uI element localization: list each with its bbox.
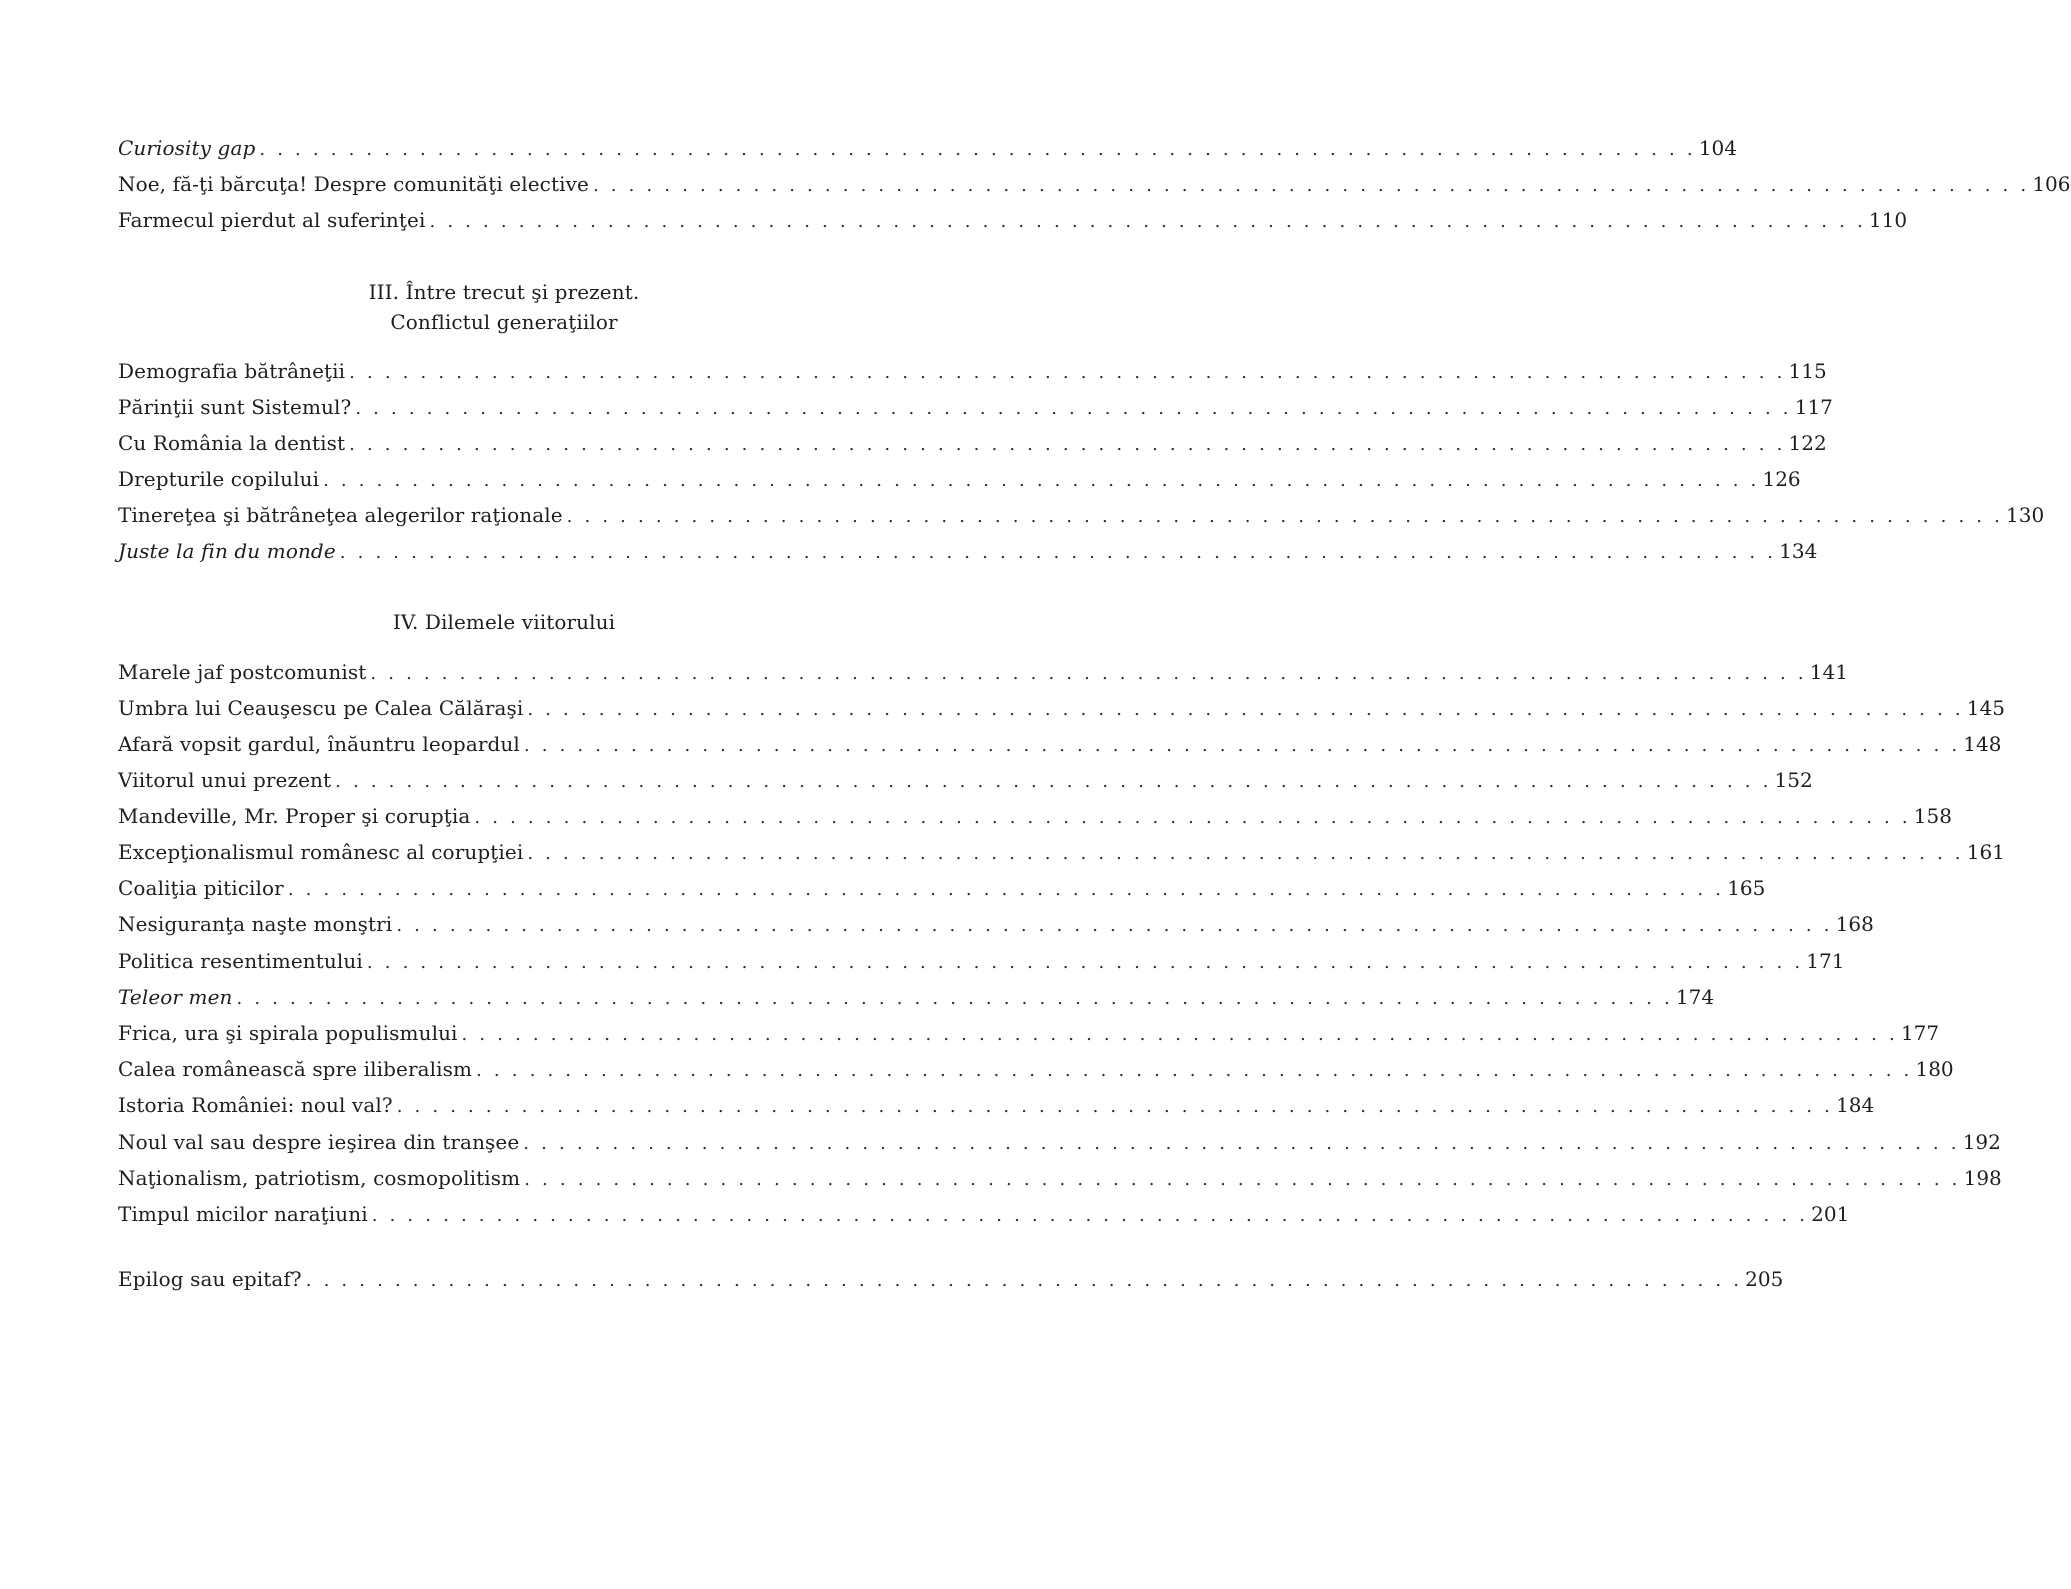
leader-dots: . . . . . . . . . . . . . . . . . . . . . . . . . . . . . . . . . . . . . . . . . . . . . . . . . . . . . . . . . . . . . . . . . . . . . . . . . . . . . . . . . xyxy=(592,175,2030,196)
toc-entry xyxy=(118,944,1845,978)
toc-entry-page: 174 xyxy=(1675,985,1715,1009)
leader-dots: . . . . . . . . . . . . . . . . . . . . . . . . . . . . . . . . . . . . . . . . . . . . . . . . . . . . . . . . . . . . . . . . . . . . . . . . . . . . . . . . . xyxy=(429,211,1866,232)
toc-entry-page: 205 xyxy=(1745,1267,1784,1291)
toc-entry xyxy=(118,131,1737,165)
toc-entry-page: 180 xyxy=(1915,1057,1954,1081)
toc-entry-page: 126 xyxy=(1762,467,1801,491)
toc-entry-title: Naţionalism, patriotism, cosmopolitism xyxy=(118,1166,521,1190)
toc-entry-page: 110 xyxy=(1868,208,1908,232)
toc-entry-title: Excepţionalismul românesc al corupţiei xyxy=(118,840,524,864)
toc-entry-page: 141 xyxy=(1809,660,1848,684)
toc-entry-title: Viitorul unui prezent xyxy=(118,768,332,792)
toc-entry-title: Tinereţea şi bătrâneţea alegerilor raţionale xyxy=(118,503,563,527)
leader-dots: . . . . . . . . . . . . . . . . . . . . . . . . . . . . . . . . . . . . . . . . . . . . . . . . . . . . . . . . . . . . . . . . . . . . . . . . . . . . . . . . . xyxy=(461,1024,1898,1045)
toc-entry-page: 201 xyxy=(1811,1202,1850,1226)
toc-entry xyxy=(118,907,1874,941)
toc-entry-title: Frica, ura şi spirala populismului xyxy=(118,1021,458,1045)
toc-entry-title: Nesiguranţa naşte monştri xyxy=(118,912,393,936)
toc-entry-page: 161 xyxy=(1966,840,2005,864)
toc-entry-title: Farmecul pierdut al suferinţei xyxy=(118,208,426,232)
toc-entry xyxy=(118,390,1833,424)
leader-dots: . . . . . . . . . . . . . . . . . . . . . . . . . . . . . . . . . . . . . . . . . . . . . . . . . . . . . . . . . . . . . . . . . . . . . . . . . . . . . . . . . xyxy=(349,434,1786,455)
leader-dots: . . . . . . . . . . . . . . . . . . . . . . . . . . . . . . . . . . . . . . . . . . . . . . . . . . . . . . . . . . . . . . . . . . . . . . . . . . . . . . . . . xyxy=(396,1096,1834,1117)
leader-dots: . . . . . . . . . . . . . . . . . . . . . . . . . . . . . . . . . . . . . . . . . . . . . . . . . . . . . . . . . . . . . . . . . . . . . . . . . . . . . . . . . xyxy=(366,952,1804,973)
toc-entry-page: 134 xyxy=(1779,539,1818,563)
toc-entry-title: Istoria României: noul val? xyxy=(118,1093,393,1117)
toc-entry xyxy=(118,1016,1940,1050)
leader-dots: . . . . . . . . . . . . . . . . . . . . . . . . . . . . . . . . . . . . . . . . . . . . . . . . . . . . . . . . . . . . . . . . . . . . . . . . . . . . . . . . . xyxy=(524,1169,1961,1190)
toc-entry-title: Coaliţia piticilor xyxy=(118,876,284,900)
toc-entry-page: 130 xyxy=(2006,503,2045,527)
toc-entry xyxy=(118,203,1908,237)
toc-entry-page: 168 xyxy=(1835,912,1874,936)
toc-entry xyxy=(118,498,2045,532)
leader-dots: . . . . . . . . . . . . . . . . . . . . . . . . . . . . . . . . . . . . . . . . . . . . . . . . . . . . . . . . . . . . . . . . . . . . . . . . . . . . . . . . . xyxy=(476,1060,1913,1081)
toc-entry-page: 106 xyxy=(2032,172,2071,196)
toc-entry xyxy=(118,980,1715,1014)
toc-entry xyxy=(118,1088,1875,1122)
leader-dots: . . . . . . . . . . . . . . . . . . . . . . . . . . . . . . . . . . . . . . . . . . . . . . . . . . . . . . . . . . . . . . . . . . . . . . . . . . . . . . . . . xyxy=(523,1133,1960,1154)
section-heading: IV. Dilemele viitorului xyxy=(392,610,616,634)
toc-entry-title: Timpul micilor naraţiuni xyxy=(118,1202,368,1226)
toc-entry xyxy=(118,871,1766,905)
toc-entry-page: 152 xyxy=(1774,768,1813,792)
toc-entry xyxy=(118,655,1848,689)
leader-dots: . . . . . . . . . . . . . . . . . . . . . . . . . . . . . . . . . . . . . . . . . . . . . . . . . . . . . . . . . . . . . . . . . . . . . . . . . . . . . . . . . xyxy=(355,398,1792,419)
leader-dots: . . . . . . . . . . . . . . . . . . . . . . . . . . . . . . . . . . . . . . . . . . . . . . . . . . . . . . . . . . . . . . . . . . . . . . . . . . . . . . . . . xyxy=(566,506,2004,527)
leader-dots: . . . . . . . . . . . . . . . . . . . . . . . . . . . . . . . . . . . . . . . . . . . . . . . . . . . . . . . . . . . . . . . . . . . . . . . . . . . . . . . . . xyxy=(259,139,1696,160)
toc-entry-page: 148 xyxy=(1963,732,2002,756)
toc-entry xyxy=(118,799,1952,833)
toc-entry xyxy=(118,727,2002,761)
toc-entry-title: Teleor men xyxy=(118,985,233,1009)
leader-dots: . . . . . . . . . . . . . . . . . . . . . . . . . . . . . . . . . . . . . . . . . . . . . . . . . . . . . . . . . . . . . . . . . . . . . . . . . . . . . . . . . xyxy=(339,542,1777,563)
toc-entry-title: Politica resentimentului xyxy=(118,949,363,973)
toc-entry-title: Afară vopsit gardul, înăuntru leopardul xyxy=(118,732,520,756)
toc-entry xyxy=(118,354,1827,388)
leader-dots: . . . . . . . . . . . . . . . . . . . . . . . . . . . . . . . . . . . . . . . . . . . . . . . . . . . . . . . . . . . . . . . . . . . . . . . . . . . . . . . . . xyxy=(236,988,1673,1009)
toc-entry-title: Curiosity gap xyxy=(118,136,256,160)
toc-entry-title: Marele jaf postcomunist xyxy=(118,660,367,684)
leader-dots: . . . . . . . . . . . . . . . . . . . . . . . . . . . . . . . . . . . . . . . . . . . . . . . . . . . . . . . . . . . . . . . . . . . . . . . . . . . . . . . . . xyxy=(349,362,1786,383)
toc-entry xyxy=(118,1052,1954,1086)
toc-entry-title: Noe, fă-ţi bărcuţa! Despre comunităţi elective xyxy=(118,172,589,196)
toc-entry xyxy=(118,534,1818,568)
leader-dots: . . . . . . . . . . . . . . . . . . . . . . . . . . . . . . . . . . . . . . . . . . . . . . . . . . . . . . . . . . . . . . . . . . . . . . . . . . . . . . . . . xyxy=(370,663,1807,684)
toc-entry-title: Mandeville, Mr. Proper şi corupţia xyxy=(118,804,471,828)
leader-dots: . . . . . . . . . . . . . . . . . . . . . . . . . . . . . . . . . . . . . . . . . . . . . . . . . . . . . . . . . . . . . . . . . . . . . . . . . . . . . . . . . xyxy=(527,699,1964,720)
toc-entry-title: Noul val sau despre ieşirea din tranşee xyxy=(118,1130,520,1154)
toc-entry xyxy=(118,763,1813,797)
toc-entry xyxy=(118,167,2071,201)
leader-dots: . . . . . . . . . . . . . . . . . . . . . . . . . . . . . . . . . . . . . . . . . . . . . . . . . . . . . . . . . . . . . . . . . . . . . . . . . . . . . . . . . xyxy=(523,735,1961,756)
leader-dots: . . . . . . . . . . . . . . . . . . . . . . . . . . . . . . . . . . . . . . . . . . . . . . . . . . . . . . . . . . . . . . . . . . . . . . . . . . . . . . . . . xyxy=(527,843,1964,864)
toc-entry xyxy=(118,1125,2001,1159)
section-subheading: Conflictul generaţiilor xyxy=(390,310,618,334)
toc-entry-title: Părinţii sunt Sistemul? xyxy=(118,395,352,419)
leader-dots: . . . . . . . . . . . . . . . . . . . . . . . . . . . . . . . . . . . . . . . . . . . . . . . . . . . . . . . . . . . . . . . . . . . . . . . . . . . . . . . . . xyxy=(396,915,1833,936)
toc-entry-page: 165 xyxy=(1727,876,1766,900)
toc-entry xyxy=(118,1197,1850,1231)
toc-entry-page: 198 xyxy=(1963,1166,2002,1190)
toc-entry xyxy=(118,426,1827,460)
toc-entry-epilog xyxy=(118,1262,1784,1296)
toc-entry-page: 117 xyxy=(1794,395,1833,419)
toc-entry-title: Epilog sau epitaf? xyxy=(118,1267,302,1291)
leader-dots: . . . . . . . . . . . . . . . . . . . . . . . . . . . . . . . . . . . . . . . . . . . . . . . . . . . . . . . . . . . . . . . . . . . . . . . . . . . . . . . . . xyxy=(305,1270,1743,1291)
toc-entry xyxy=(118,1161,2002,1195)
toc-entry-page: 192 xyxy=(1962,1130,2001,1154)
toc-entry xyxy=(118,462,1801,496)
toc-entry xyxy=(118,835,2005,869)
toc-entry-title: Cu România la dentist xyxy=(118,431,346,455)
leader-dots: . . . . . . . . . . . . . . . . . . . . . . . . . . . . . . . . . . . . . . . . . . . . . . . . . . . . . . . . . . . . . . . . . . . . . . . . . . . . . . . . . xyxy=(371,1205,1809,1226)
toc-entry-title: Calea românească spre iliberalism xyxy=(118,1057,473,1081)
toc-entry-page: 171 xyxy=(1806,949,1845,973)
toc-entry-title: Juste la fin du monde xyxy=(118,539,336,563)
toc-entry-page: 177 xyxy=(1900,1021,1940,1045)
toc-entry-title: Umbra lui Ceauşescu pe Calea Călăraşi xyxy=(118,696,524,720)
toc-entry-title: Drepturile copilului xyxy=(118,467,320,491)
leader-dots: . . . . . . . . . . . . . . . . . . . . . . . . . . . . . . . . . . . . . . . . . . . . . . . . . . . . . . . . . . . . . . . . . . . . . . . . . . . . . . . . . xyxy=(287,879,1725,900)
section-heading: III. Între trecut şi prezent. xyxy=(368,280,640,304)
toc-entry xyxy=(118,691,2005,725)
leader-dots: . . . . . . . . . . . . . . . . . . . . . . . . . . . . . . . . . . . . . . . . . . . . . . . . . . . . . . . . . . . . . . . . . . . . . . . . . . . . . . . . . xyxy=(474,807,1911,828)
toc-entry-page: 122 xyxy=(1788,431,1827,455)
leader-dots: . . . . . . . . . . . . . . . . . . . . . . . . . . . . . . . . . . . . . . . . . . . . . . . . . . . . . . . . . . . . . . . . . . . . . . . . . . . . . . . . . xyxy=(335,771,1772,792)
toc-entry-page: 184 xyxy=(1836,1093,1875,1117)
leader-dots: . . . . . . . . . . . . . . . . . . . . . . . . . . . . . . . . . . . . . . . . . . . . . . . . . . . . . . . . . . . . . . . . . . . . . . . . . . . . . . . . . xyxy=(323,470,1760,491)
toc-entry-page: 158 xyxy=(1913,804,1952,828)
toc-entry-page: 145 xyxy=(1966,696,2005,720)
toc-entry-title: Demografia bătrâneţii xyxy=(118,359,346,383)
toc-entry-page: 104 xyxy=(1698,136,1737,160)
toc-entry-page: 115 xyxy=(1788,359,1827,383)
